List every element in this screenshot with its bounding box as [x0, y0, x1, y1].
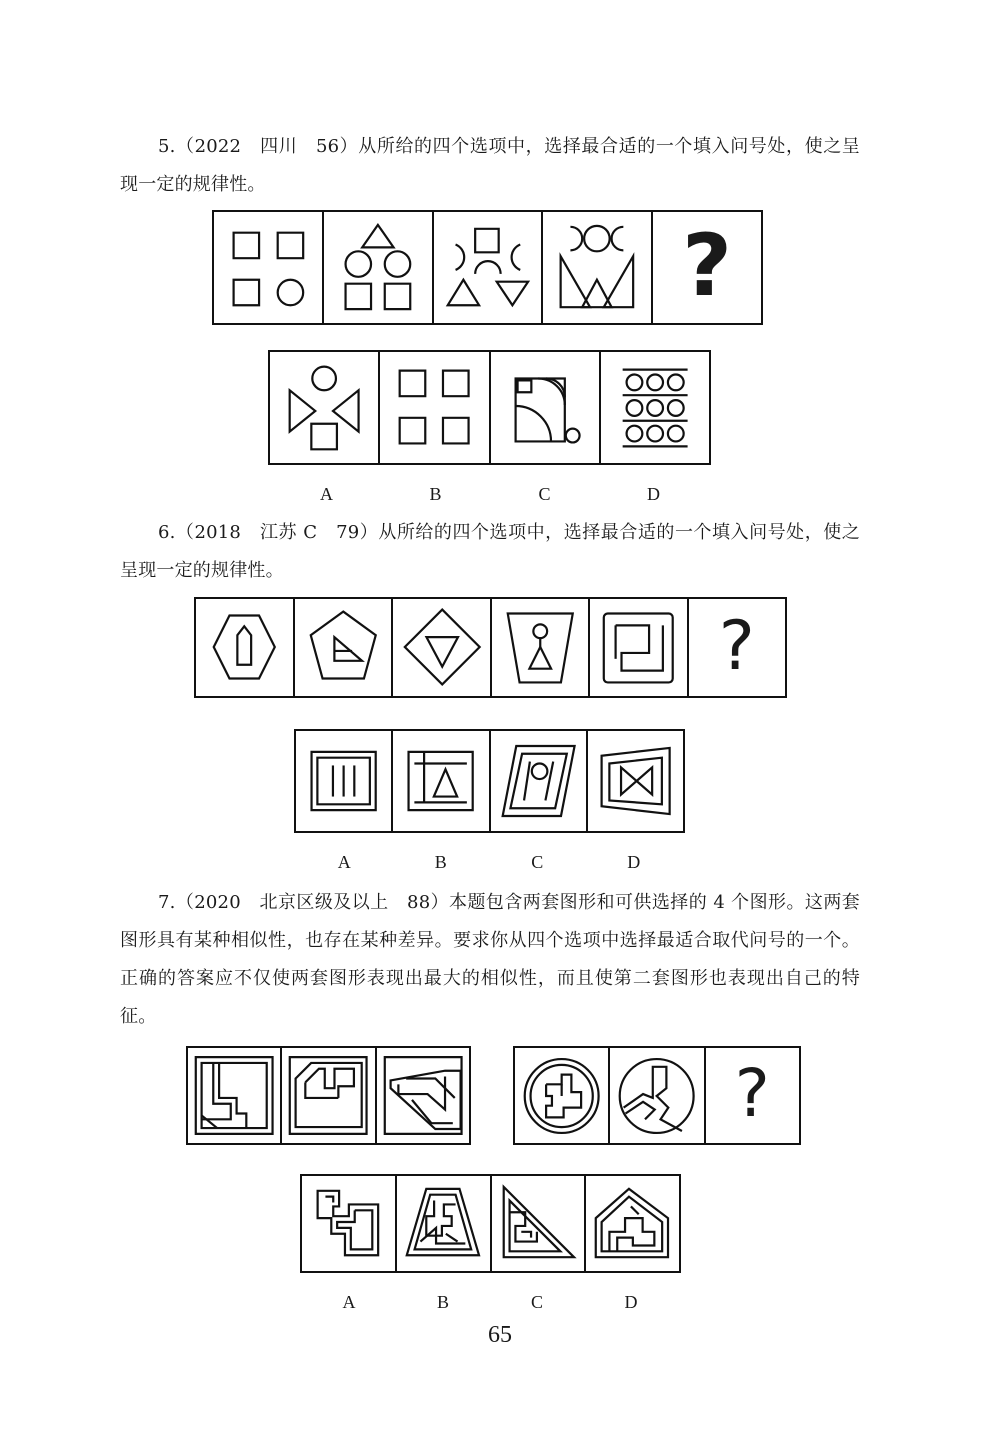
- q5-label-d: D: [647, 484, 660, 504]
- q6-option-c-figure[interactable]: [491, 731, 588, 831]
- q6-question-mark: ?: [718, 607, 755, 686]
- q6-label-a: A: [337, 852, 351, 872]
- q5-figure-2: [324, 212, 434, 323]
- q7-set2-figure-1: [515, 1048, 610, 1143]
- q7-option-d-figure[interactable]: [586, 1176, 679, 1271]
- q7-set1-figure-1: [188, 1048, 282, 1143]
- q7-option-labels: [302, 1292, 678, 1313]
- question-7-options: [300, 1174, 681, 1273]
- q5-question-cell: [653, 212, 761, 323]
- q6-option-b-figure[interactable]: [393, 731, 490, 831]
- question-7-set-1: [186, 1046, 471, 1145]
- q5-option-a-figure[interactable]: [270, 352, 380, 463]
- q6-option-d-figure[interactable]: [588, 731, 683, 831]
- q6-label-c: C: [531, 852, 544, 872]
- question-5-options: [268, 350, 711, 465]
- q5-question-mark: ?: [682, 216, 733, 316]
- q7-set1-figure-3: [377, 1048, 469, 1143]
- q7-set2-figure-2: [610, 1048, 705, 1143]
- q6-figure-3: [393, 599, 492, 696]
- q6-figure-1: [196, 599, 295, 696]
- q5-label-a: A: [320, 484, 333, 504]
- q6-option-a-figure[interactable]: [296, 731, 393, 831]
- q5-option-c-figure[interactable]: [491, 352, 601, 463]
- q5-figure-4: [543, 212, 653, 323]
- q6-label-d: D: [627, 852, 641, 872]
- q7-question-mark: ?: [734, 1055, 770, 1132]
- q5-option-b-figure[interactable]: [380, 352, 490, 463]
- q7-question-cell: [706, 1048, 799, 1143]
- q5-option-labels: [272, 484, 708, 505]
- q5-option-d-figure[interactable]: [601, 352, 709, 463]
- q7-label-c: C: [530, 1292, 543, 1312]
- q7-label-b: B: [436, 1292, 449, 1312]
- q6-figure-2: [295, 599, 394, 696]
- q7-set1-figure-2: [282, 1048, 376, 1143]
- question-6-text: 6.（2018 江苏 C 79）从所给的四个选项中，选择最合适的一个填入问号处，使之呈现一定的规律性。: [120, 522, 860, 581]
- q6-figure-5: [590, 599, 689, 696]
- q7-option-b-figure[interactable]: [397, 1176, 492, 1271]
- q6-figure-4: [492, 599, 591, 696]
- q7-label-a: A: [342, 1292, 356, 1312]
- question-6-sequence: [194, 597, 787, 698]
- page-number: 65: [488, 1322, 512, 1348]
- q7-label-d: D: [624, 1292, 638, 1312]
- q5-figure-3: [434, 212, 544, 323]
- question-5-text: 5.（2022 四川 56）从所给的四个选项中，选择最合适的一个填入问号处，使之呈现一定的规律性。: [120, 136, 860, 195]
- q7-option-a-figure[interactable]: [302, 1176, 397, 1271]
- q5-label-c: C: [538, 484, 551, 504]
- q5-figure-1: [214, 212, 324, 323]
- q6-question-cell: [689, 599, 786, 696]
- q7-option-c-figure[interactable]: [492, 1176, 587, 1271]
- question-5-sequence: [212, 210, 763, 325]
- question-7-text: 7.（2020 北京区级及以上 88）本题包含两套图形和可供选择的 4 个图形。这两套图形具有某种相似性，也存在某种差异。要求你从四个选项中选择最适合取代问号的一个。正确的答案应不仅使两套图形表现出最大的相似性，而且使第二套图形也表现出自己的特征。: [120, 892, 860, 1027]
- question-6-options: [294, 729, 685, 833]
- question-7-set-2: [513, 1046, 801, 1145]
- q6-option-labels: [296, 852, 682, 873]
- q6-label-b: B: [434, 852, 447, 872]
- q5-label-b: B: [429, 484, 442, 504]
